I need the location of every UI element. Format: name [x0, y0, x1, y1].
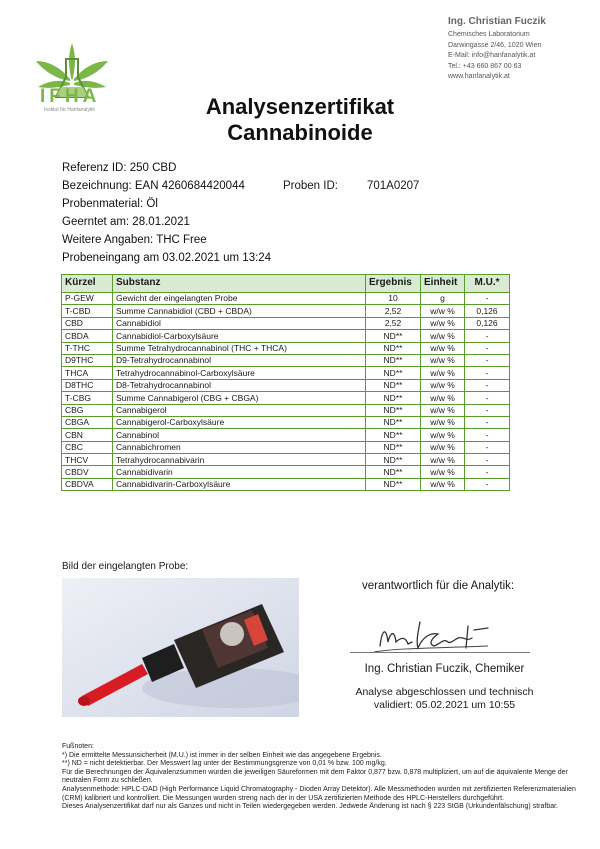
footnote-heading: Fußnoten:: [62, 743, 94, 750]
cell-kuerzel: T-CBD: [62, 305, 113, 317]
cell-mu: -: [465, 330, 510, 342]
table-row: [62, 478, 510, 490]
table-row: [62, 354, 510, 366]
table-row: [62, 416, 510, 428]
cell-substanz: Cannabidivarin-Carboxylsäure: [113, 478, 366, 490]
cell-einheit: w/w %: [421, 392, 465, 404]
lab-line: Chemisches Laboratorium: [448, 31, 530, 38]
cell-mu: -: [465, 441, 510, 453]
cell-einheit: w/w %: [421, 367, 465, 379]
header-einheit: Einheit: [421, 275, 465, 293]
cell-einheit: w/w %: [421, 466, 465, 478]
table-row: [62, 404, 510, 416]
cell-kuerzel: CBC: [62, 441, 113, 453]
cell-einheit: w/w %: [421, 330, 465, 342]
sample-photo: [62, 578, 299, 717]
cell-ergebnis: ND**: [366, 416, 421, 428]
cell-ergebnis: ND**: [366, 441, 421, 453]
lab-address: [448, 16, 593, 83]
cell-substanz: Tetrahydrocannabivarin: [113, 454, 366, 466]
cell-mu: -: [465, 416, 510, 428]
cell-substanz: Summe Tetrahydrocannabinol (THC + THCA): [113, 342, 366, 354]
validation-text: Analyse abgeschlossen und technisch: [355, 686, 534, 698]
cell-substanz: Cannabidivarin: [113, 466, 366, 478]
cell-einheit: g: [421, 293, 465, 305]
cell-mu: -: [465, 354, 510, 366]
cell-kuerzel: CBDVA: [62, 478, 113, 490]
logo-text: IFHA: [40, 86, 101, 107]
document-subtitle: Cannabinoide: [227, 120, 373, 145]
table-row: [62, 392, 510, 404]
cell-substanz: Cannabidiol-Carboxylsäure: [113, 330, 366, 342]
lab-phone: Tel.: +43 660 867 00 63: [448, 62, 522, 70]
cell-ergebnis: ND**: [366, 404, 421, 416]
lab-name: Ing. Christian Fuczik: [448, 16, 546, 27]
header-mu: M.U.*: [465, 275, 510, 293]
cell-mu: 0,126: [465, 317, 510, 329]
table-row: [62, 367, 510, 379]
footnote: Für die Berechnungen der Äquivalenzsummen wurden die jeweiligen Säureformen mit dem Faktor 0,877 bzw. 0,878 multipliziert, um auf die äquivalente Menge der neutralen Form zu schließen.: [62, 768, 568, 785]
cell-substanz: Gewicht der eingelangten Probe: [113, 293, 366, 305]
cell-kuerzel: CBN: [62, 429, 113, 441]
header-kuerzel: Kürzel: [62, 275, 113, 293]
table-row: [62, 317, 510, 329]
cell-substanz: Cannabichromen: [113, 441, 366, 453]
table-row: [62, 454, 510, 466]
probeneingang: Probeneingang am 03.02.2021 um 13:24: [62, 252, 272, 264]
cell-ergebnis: ND**: [366, 392, 421, 404]
cell-kuerzel: THCV: [62, 454, 113, 466]
cell-substanz: Cannabinol: [113, 429, 366, 441]
cell-kuerzel: CBDA: [62, 330, 113, 342]
cell-einheit: w/w %: [421, 404, 465, 416]
cell-mu: -: [465, 478, 510, 490]
validation-date: validiert: 05.02.2021 um 10:55: [373, 699, 516, 711]
lab-line: Darwingasse 2/46, 1020 Wien: [448, 41, 542, 49]
table-row: [62, 342, 510, 354]
cell-substanz: Summe Cannabigerol (CBG + CBGA): [113, 392, 366, 404]
table-row: [62, 429, 510, 441]
cell-mu: -: [465, 466, 510, 478]
table-row: [62, 305, 510, 317]
signature-image: [368, 608, 498, 658]
cell-ergebnis: ND**: [366, 454, 421, 466]
cell-mu: -: [465, 429, 510, 441]
cell-einheit: w/w %: [421, 416, 465, 428]
cell-substanz: Summe Cannabidiol (CBD + CBDA): [113, 305, 366, 317]
logo-subtitle: Institut für Hanfanalytik: [44, 107, 95, 113]
responsibility-label: verantwortlich für die Analytik:: [362, 580, 515, 592]
signature-line: [350, 652, 530, 653]
lab-email: E-Mail: info@hanfanalytik.at: [448, 52, 536, 60]
proben-id-label: Proben ID:: [283, 180, 338, 192]
cell-kuerzel: T-CBG: [62, 392, 113, 404]
referenz-id: Referenz ID: 250 CBD: [62, 162, 177, 174]
table-row: [62, 379, 510, 391]
cell-kuerzel: D8THC: [62, 379, 113, 391]
lab-website: www.hanfanalytik.at: [448, 73, 510, 81]
probenmaterial: Probenmaterial: Öl: [62, 198, 158, 210]
cell-mu: -: [465, 342, 510, 354]
cell-mu: -: [465, 293, 510, 305]
cell-mu: -: [465, 379, 510, 391]
cell-kuerzel: P-GEW: [62, 293, 113, 305]
table-header-row: [62, 275, 510, 293]
cell-einheit: w/w %: [421, 429, 465, 441]
geerntet: Geerntet am: 28.01.2021: [62, 216, 190, 228]
cell-kuerzel: D9THC: [62, 354, 113, 366]
cell-kuerzel: CBD: [62, 317, 113, 329]
cell-mu: -: [465, 367, 510, 379]
cell-substanz: Tetrahydrocannabinol-Carboxylsäure: [113, 367, 366, 379]
table-row: [62, 293, 510, 305]
cell-einheit: w/w %: [421, 305, 465, 317]
cell-ergebnis: ND**: [366, 367, 421, 379]
cell-einheit: w/w %: [421, 354, 465, 366]
cell-kuerzel: CBDV: [62, 466, 113, 478]
cell-einheit: w/w %: [421, 342, 465, 354]
header-substanz: Substanz: [113, 275, 366, 293]
cell-ergebnis: 2,52: [366, 305, 421, 317]
cell-ergebnis: 2,52: [366, 317, 421, 329]
table-row: [62, 441, 510, 453]
cell-einheit: w/w %: [421, 478, 465, 490]
cell-ergebnis: ND**: [366, 379, 421, 391]
cell-mu: -: [465, 454, 510, 466]
cell-ergebnis: ND**: [366, 354, 421, 366]
cell-kuerzel: CBG: [62, 404, 113, 416]
cell-einheit: w/w %: [421, 454, 465, 466]
cell-einheit: w/w %: [421, 441, 465, 453]
results-table: [61, 274, 510, 491]
cell-ergebnis: 10: [366, 293, 421, 305]
cell-kuerzel: T-THC: [62, 342, 113, 354]
header-ergebnis: Ergebnis: [366, 275, 421, 293]
cell-substanz: Cannabidiol: [113, 317, 366, 329]
proben-id-value: 701A0207: [367, 180, 420, 192]
signer-name: Ing. Christian Fuczik, Chemiker: [364, 663, 525, 675]
weitere-angaben: Weitere Angaben: THC Free: [62, 234, 207, 246]
cell-einheit: w/w %: [421, 317, 465, 329]
cell-mu: -: [465, 392, 510, 404]
document-title: Analysenzertifikat: [205, 94, 395, 119]
cell-substanz: D9-Tetrahydrocannabinol: [113, 354, 366, 366]
cell-ergebnis: ND**: [366, 478, 421, 490]
footnote: **) ND = nicht detektierbar. Der Messwert lag unter der Bestimmungsgrenze von 0,01 % bzw. 100 mg/kg.: [62, 760, 387, 768]
cell-ergebnis: ND**: [366, 466, 421, 478]
cell-substanz: Cannabigerol-Carboxylsäure: [113, 416, 366, 428]
cell-ergebnis: ND**: [366, 330, 421, 342]
cell-substanz: D8-Tetrahydrocannabinol: [113, 379, 366, 391]
bezeichnung: Bezeichnung: EAN 4260684420044: [62, 180, 245, 192]
cell-substanz: Cannabigerol: [113, 404, 366, 416]
footnote: *) Die ermittelte Messunsicherheit (M.U.) ist immer in der selben Einheit wie das angegebene Ergebnis.: [62, 751, 382, 759]
footnote: Dieses Analysenzertifikat darf nur als Ganzes und nicht in Teilen wiedergegeben werden. Jedwede Änderung ist nach § 223 StGB (Urkundenfälschung) strafbar.: [62, 803, 558, 811]
cell-einheit: w/w %: [421, 379, 465, 391]
cell-mu: 0,126: [465, 305, 510, 317]
footnote: Analysenmethode: HPLC-DAD (High Performance Liquid Chromatography - Dioden Array Detektor). Alle Messmethoden wurden mit zertifizierten Referenzmaterialien (CRM) kalibriert und kontrolliert. Die Messungen wurden streng nach der in der USA zertifizierten Methode des HPLC-Herstellers durchgeführt.: [62, 785, 576, 802]
cell-kuerzel: CBGA: [62, 416, 113, 428]
footnotes: [62, 743, 592, 812]
table-row: [62, 330, 510, 342]
cell-ergebnis: ND**: [366, 429, 421, 441]
table-row: [62, 466, 510, 478]
cell-mu: -: [465, 404, 510, 416]
cell-kuerzel: THCA: [62, 367, 113, 379]
sample-label: Bild der eingelangten Probe:: [62, 561, 189, 572]
cell-ergebnis: ND**: [366, 342, 421, 354]
